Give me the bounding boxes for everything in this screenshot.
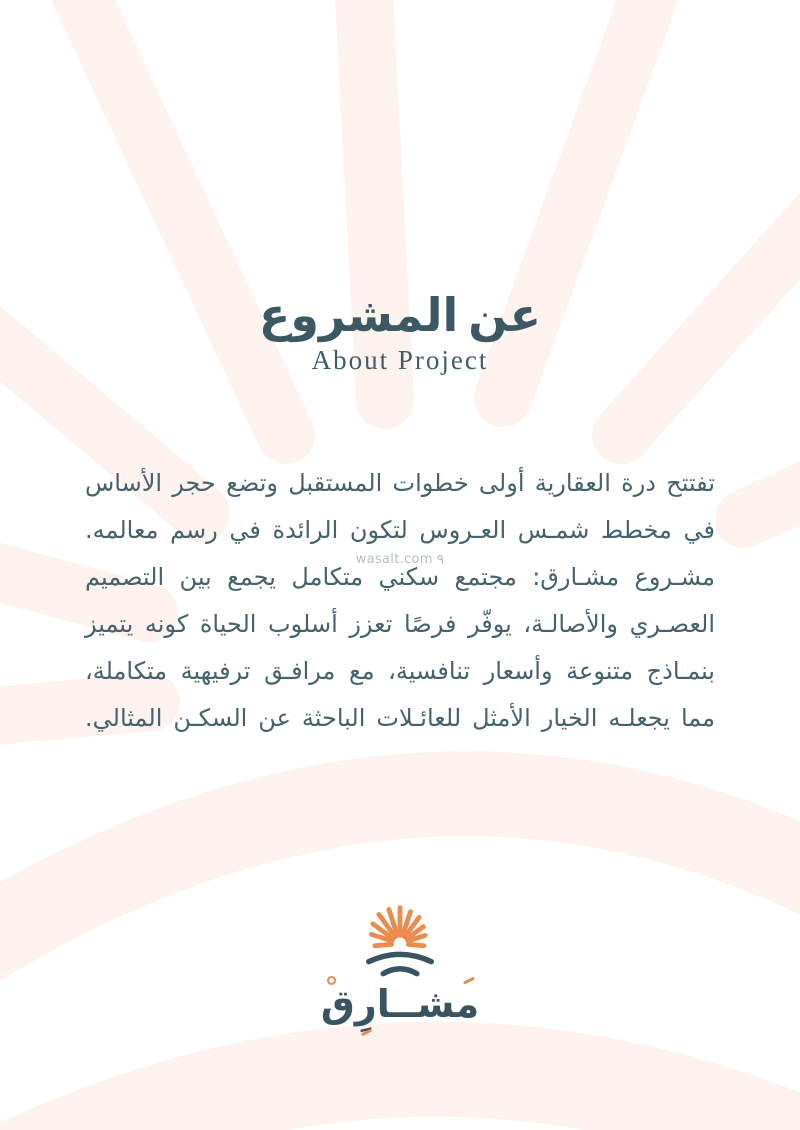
paragraph-line: مشـروع مشـارق: مجتمع سكني متكامل يجمع بين التصميم <box>85 563 715 591</box>
wasalt-logo-icon: ٩ <box>436 551 445 568</box>
paragraph-line: العصـري والأصالـة، يوفّر فرصًا تعزز أسلوب الحياة كونه يتميز <box>85 610 715 638</box>
page-title-english: About Project <box>311 345 489 376</box>
brand-logo-block <box>0 900 800 1026</box>
sunrise-logo-icon <box>352 900 448 980</box>
page-title-arabic: عن المشروع <box>258 288 542 342</box>
wasalt-watermark-text: wasalt.com <box>355 552 433 567</box>
paragraph-line: بنمـاذج متنوعة وأسعار تنافسية، مع مرافـق ترفيهية متكاملة، <box>85 657 715 685</box>
paragraph-line: تفتتح درة العقارية أولى خطوات المستقبل وتضع حجر الأساس <box>85 469 715 497</box>
kasra-diacritic-accent <box>361 1028 372 1036</box>
wasalt-watermark <box>0 552 800 567</box>
section-header <box>0 288 800 376</box>
brand-wordmark-wrap <box>321 984 479 1026</box>
paragraph-line: في مخطط شمـس العـروس لتكون الرائدة في رسم معالمه. <box>85 516 715 544</box>
paragraph-line: مما يجعلـه الخيار الأمثل للعائـلات الباحثة عن السكـن المثالي. <box>85 704 715 732</box>
brand-wordmark: مشــارِق <box>320 982 480 1026</box>
sukun-diacritic-accent <box>327 976 336 985</box>
about-project-paragraph <box>85 463 715 745</box>
